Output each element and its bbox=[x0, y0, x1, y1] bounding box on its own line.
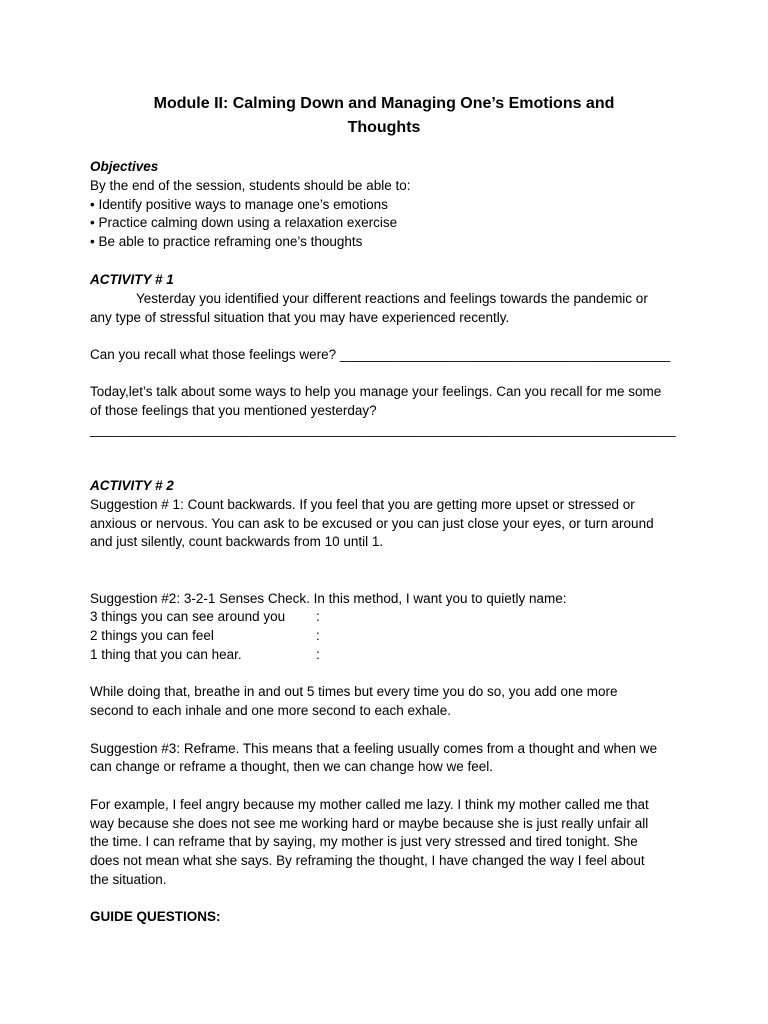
objective-item: • Be able to practice reframing one’s thoughts bbox=[90, 234, 363, 249]
example-line: For example, I feel angry because my mother called me lazy. I think my mother called me that bbox=[90, 797, 649, 812]
guide-questions-heading: GUIDE QUESTIONS: bbox=[90, 909, 221, 924]
answer-blank-line: ______________________________________________________________________________ bbox=[90, 422, 676, 437]
suggestion-3-line: Suggestion #3: Reframe. This means that a feeling usually comes from a thought and when we bbox=[90, 741, 658, 756]
breathing-instruction-line: second to each inhale and one more second to each exhale. bbox=[90, 703, 452, 718]
breathing-instruction-line: While doing that, breathe in and out 5 times but every time you do so, you add one more bbox=[90, 684, 618, 699]
suggestion-1-line: anxious or nervous. You can ask to be excused or you can just close your eyes, or turn around bbox=[90, 516, 654, 531]
sense-item-colon: : bbox=[316, 647, 320, 662]
recall-question: Can you recall what those feelings were? ____________________________________________ bbox=[90, 347, 671, 362]
sense-item-colon: : bbox=[316, 628, 320, 643]
example-line: way because she does not see me working hard or maybe because she is just really unfair all bbox=[90, 816, 649, 831]
suggestion-1-line: and just silently, count backwards from 10 until 1. bbox=[90, 534, 384, 549]
example-line: does not mean what she says. By reframing the thought, I have changed the way I feel about bbox=[90, 853, 645, 868]
activity-1-paragraph-line: Yesterday you identified your different reactions and feelings towards the pandemic or bbox=[136, 291, 648, 306]
objective-item: • Practice calming down using a relaxation exercise bbox=[90, 215, 398, 230]
sense-item-label: 3 things you can see around you bbox=[90, 609, 286, 624]
example-line: the time. I can reframe that by saying, my mother is just very stressed and tired tonight. She bbox=[90, 834, 638, 849]
activity-1-heading: ACTIVITY # 1 bbox=[90, 272, 174, 287]
page-title-line-2: Thoughts bbox=[347, 119, 421, 136]
example-line: the situation. bbox=[90, 872, 167, 887]
objectives-heading: Objectives bbox=[90, 159, 159, 174]
objective-item: • Identify positive ways to manage one’s emotions bbox=[90, 197, 388, 212]
activity-1-paragraph-line: of those feelings that you mentioned yesterday? bbox=[90, 403, 377, 418]
objectives-intro: By the end of the session, students should be able to: bbox=[90, 178, 411, 193]
page-title-line-1: Module II: Calming Down and Managing One’s Emotions and bbox=[153, 95, 615, 112]
suggestion-3-line: can change or reframe a thought, then we can change how we feel. bbox=[90, 759, 494, 774]
suggestion-2-intro: Suggestion #2: 3-2-1 Senses Check. In this method, I want you to quietly name: bbox=[90, 591, 567, 606]
sense-item-colon: : bbox=[316, 609, 320, 624]
activity-2-heading: ACTIVITY # 2 bbox=[90, 478, 174, 493]
activity-1-paragraph-line: any type of stressful situation that you may have experienced recently. bbox=[90, 310, 510, 325]
sense-item-label: 1 thing that you can hear. bbox=[90, 647, 242, 662]
suggestion-1-line: Suggestion # 1: Count backwards. If you feel that you are getting more upset or stressed or bbox=[90, 497, 635, 512]
activity-1-paragraph-line: Today,let’s talk about some ways to help you manage your feelings. Can you recall for me some bbox=[90, 384, 662, 399]
sense-item-label: 2 things you can feel bbox=[90, 628, 214, 643]
page-title bbox=[90, 92, 678, 140]
